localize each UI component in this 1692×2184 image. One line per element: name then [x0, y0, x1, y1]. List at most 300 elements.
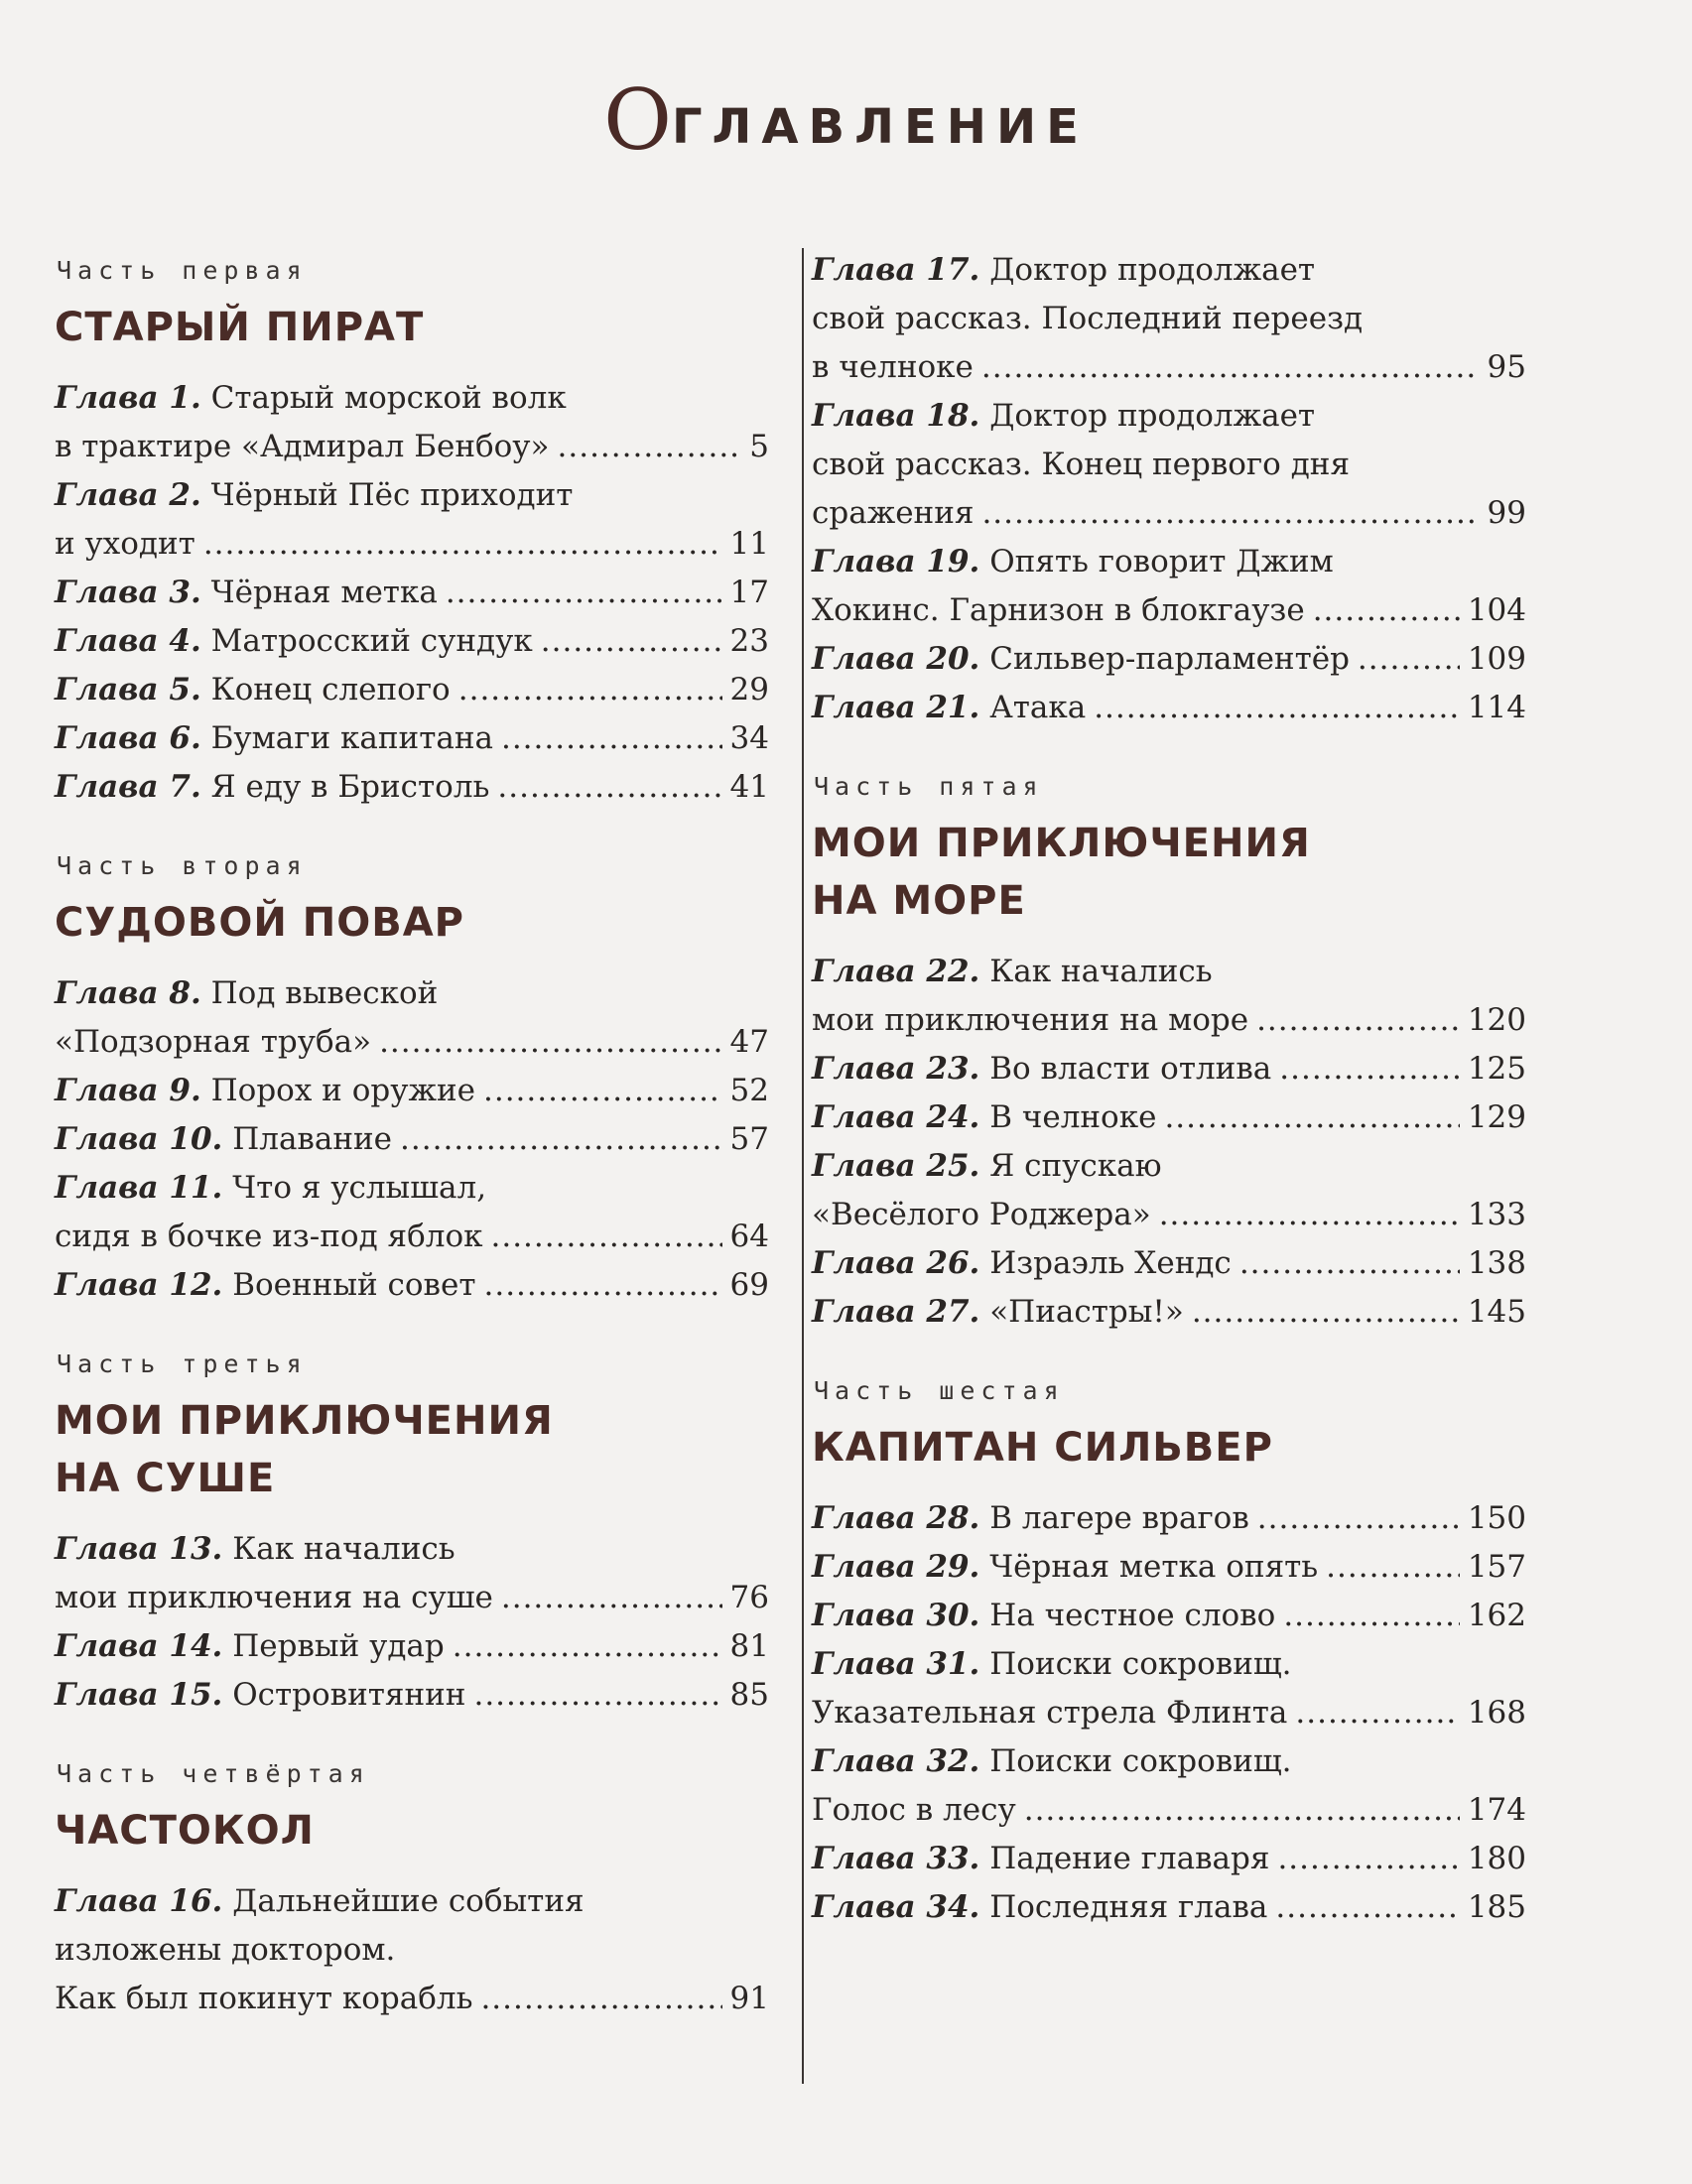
chapter-title-text: изложены доктором.: [55, 1932, 396, 1968]
chapter-title-text: сидя в бочке из-под яблок: [55, 1219, 483, 1254]
chapter-number: Глава 25.: [812, 1148, 980, 1184]
part-title: [55, 1802, 769, 1860]
dot-leader: [1358, 635, 1460, 684]
entry-text: [812, 635, 1350, 684]
toc-entry-line: [55, 763, 769, 812]
dot-leader: [491, 1213, 722, 1261]
chapter-number: Глава 15.: [55, 1677, 223, 1713]
toc-entry[interactable]: [812, 1142, 1526, 1239]
chapter-title-text: На честное слово: [989, 1598, 1276, 1633]
chapter-number: Глава 34.: [812, 1889, 980, 1925]
page-number: 81: [729, 1628, 769, 1664]
toc-entry-line: [55, 1926, 769, 1975]
chapter-number: Глава 33.: [812, 1841, 980, 1876]
part-label: Часть третья: [57, 1349, 308, 1378]
dot-leader: [1277, 1835, 1459, 1883]
toc-entry-line: [812, 1737, 1526, 1786]
dot-leader: [541, 617, 722, 666]
toc-entry[interactable]: [55, 1525, 769, 1622]
dot-leader: [453, 1622, 722, 1671]
toc-entry-line: [812, 1093, 1526, 1142]
part-title: [55, 299, 769, 356]
entry-text: [55, 569, 438, 617]
chapter-title-text: Доктор продолжает: [989, 398, 1316, 434]
chapter-number: Глава 4.: [55, 623, 201, 659]
chapter-number: Глава 26.: [812, 1245, 980, 1281]
dot-leader: [1159, 1191, 1460, 1239]
page-number: 91: [729, 1981, 769, 2016]
entry-text: [55, 714, 493, 763]
chapter-number: Глава 24.: [812, 1099, 980, 1135]
dot-leader: [497, 763, 721, 812]
toc-part: [812, 772, 1526, 1337]
dot-leader: [446, 569, 722, 617]
chapter-title-text: В лагере врагов: [989, 1500, 1249, 1536]
entry-text: [812, 1786, 1016, 1835]
page-number: 180: [1467, 1841, 1526, 1876]
chapter-title-text: Доктор продолжает: [989, 252, 1316, 288]
entry-text: [55, 477, 573, 513]
toc-entry[interactable]: [55, 1671, 769, 1720]
dot-leader: [1279, 1045, 1460, 1093]
part-title: [812, 815, 1526, 930]
toc-entry[interactable]: [55, 1622, 769, 1671]
entry-text: [812, 1093, 1156, 1142]
entry-text: [812, 1494, 1249, 1543]
page-number: 150: [1467, 1500, 1526, 1536]
toc-entry[interactable]: [55, 1261, 769, 1310]
toc-entry[interactable]: [55, 1067, 769, 1115]
dot-leader: [558, 423, 742, 471]
entry-text: [55, 666, 451, 714]
chapter-number: Глава 28.: [812, 1500, 980, 1536]
chapter-title-text: Чёрная метка опять: [989, 1549, 1319, 1585]
entry-text: [812, 252, 1315, 288]
title-initial: О: [603, 71, 672, 169]
chapter-title-text: Конец слепого: [210, 672, 451, 707]
chapter-title-text: Сильвер-парламентёр: [989, 641, 1350, 677]
chapter-title-text: мои приключения на суше: [55, 1580, 493, 1615]
entry-text: [812, 1239, 1232, 1288]
entry-text: [55, 1574, 493, 1622]
page-number: 162: [1467, 1598, 1526, 1633]
toc-entry[interactable]: [812, 1093, 1526, 1142]
entry-text: [812, 1883, 1267, 1932]
page-number: 17: [729, 575, 769, 610]
toc-entry-line: [812, 538, 1526, 586]
page-number: 138: [1467, 1245, 1526, 1281]
dot-leader: [1257, 1494, 1460, 1543]
chapter-number: Глава 31.: [812, 1646, 980, 1682]
toc-entry[interactable]: [812, 538, 1526, 635]
chapter-title-text: в трактире «Адмирал Бенбоу»: [55, 429, 550, 464]
part-title-line: НА МОРЕ: [812, 878, 1026, 924]
chapter-title-text: Поиски сокровищ.: [989, 1646, 1292, 1682]
toc-part: [55, 851, 769, 1310]
chapter-title-text: Что я услышал,: [232, 1170, 487, 1206]
toc-entry-line: [55, 1622, 769, 1671]
entry-text: [812, 684, 1086, 732]
entry-text: [55, 1115, 392, 1164]
dot-leader: [483, 1067, 722, 1115]
toc-entry-line: [55, 471, 769, 520]
chapter-number: Глава 32.: [812, 1743, 980, 1779]
toc-entry[interactable]: [812, 392, 1526, 538]
entry-text: [55, 520, 195, 569]
page-number: 41: [729, 769, 769, 805]
page-number: 157: [1467, 1549, 1526, 1585]
entry-text: [55, 1170, 486, 1206]
toc-entry[interactable]: [55, 763, 769, 812]
toc-entry-line: [55, 1164, 769, 1213]
toc-entry-line: [812, 1786, 1526, 1835]
page-number: 99: [1487, 495, 1526, 531]
chapter-number: Глава 6.: [55, 720, 201, 756]
dot-leader: [1256, 996, 1460, 1045]
entry-text: [812, 398, 1315, 434]
chapter-title-text: и уходит: [55, 526, 195, 562]
part-title-line: КАПИТАН СИЛЬВЕР: [812, 1425, 1273, 1471]
toc-entry[interactable]: [812, 1640, 1526, 1737]
chapter-title-text: Падение главаря: [989, 1841, 1270, 1876]
page-number: 29: [729, 672, 769, 707]
chapter-title-text: Плавание: [232, 1121, 393, 1157]
toc-entry-line: [812, 1543, 1526, 1592]
chapter-title-text: Бумаги капитана: [210, 720, 493, 756]
toc-part: [55, 1759, 769, 2023]
toc-entry[interactable]: [812, 1494, 1526, 1543]
entry-text: [812, 1592, 1275, 1640]
chapter-title-text: Островитянин: [232, 1677, 466, 1713]
entry-text: [812, 1689, 1287, 1737]
entry-text: [812, 586, 1305, 635]
dot-leader: [1313, 586, 1460, 635]
entry-text: [812, 1835, 1269, 1883]
entry-text: [55, 1531, 456, 1567]
page-number: 145: [1467, 1294, 1526, 1330]
part-label: Часть шестая: [814, 1376, 1065, 1405]
toc-entry-line: [55, 714, 769, 763]
chapter-title-text: Последняя глава: [989, 1889, 1268, 1925]
page-number: 34: [729, 720, 769, 756]
toc-entry[interactable]: [812, 246, 1526, 392]
toc-part: [55, 1349, 769, 1720]
toc-entry[interactable]: [812, 1835, 1526, 1883]
toc-entry-line: [55, 569, 769, 617]
chapter-title-text: свой рассказ. Последний переезд: [812, 301, 1364, 336]
toc-entry-line: [55, 617, 769, 666]
toc-entry[interactable]: [812, 948, 1526, 1045]
toc-entry-line: [812, 635, 1526, 684]
toc-entry-line: [812, 1288, 1526, 1337]
toc-entry[interactable]: [812, 1592, 1526, 1640]
chapter-number: Глава 19.: [812, 544, 980, 579]
toc-entry[interactable]: [55, 969, 769, 1067]
chapter-title-text: Израэль Хендс: [989, 1245, 1232, 1281]
toc-column-right: [812, 246, 1526, 1972]
title-rest: ГЛАВЛЕНИЕ: [671, 99, 1089, 155]
entry-text: [812, 447, 1350, 482]
part-title: [55, 1392, 769, 1507]
chapter-title-text: Как был покинут корабль: [55, 1981, 473, 2016]
toc-entry[interactable]: [812, 1288, 1526, 1337]
chapter-number: Глава 18.: [812, 398, 980, 434]
chapter-title-text: Как начались: [989, 954, 1213, 989]
part-title-line: МОИ ПРИКЛЮЧЕНИЯ: [812, 821, 1311, 866]
toc-entry-line: [812, 1239, 1526, 1288]
toc-entry-line: [55, 1067, 769, 1115]
chapter-title-text: Указательная стрела Флинта: [812, 1695, 1288, 1731]
toc-entry-line: [812, 489, 1526, 538]
dot-leader: [1275, 1883, 1459, 1932]
page-number: 23: [729, 623, 769, 659]
toc-entry-line: [55, 423, 769, 471]
toc-entry[interactable]: [55, 1164, 769, 1261]
toc-entry-line: [812, 684, 1526, 732]
part-label: Часть первая: [57, 256, 308, 285]
dot-leader: [1326, 1543, 1460, 1592]
chapter-title-text: Голос в лесу: [812, 1792, 1016, 1828]
toc-entry[interactable]: [812, 1737, 1526, 1835]
chapter-title-text: «Подзорная труба»: [55, 1024, 372, 1060]
page-number: 114: [1467, 690, 1526, 725]
entry-text: [55, 1067, 475, 1115]
toc-entry-line: [812, 1191, 1526, 1239]
part-title-line: МОИ ПРИКЛЮЧЕНИЯ: [55, 1398, 554, 1444]
page-number: 47: [729, 1024, 769, 1060]
toc-entry-line: [55, 969, 769, 1018]
chapter-title-text: Хокинс. Гарнизон в блокгаузе: [812, 592, 1305, 628]
entry-text: [55, 763, 489, 812]
page-number: 95: [1487, 349, 1526, 385]
entry-text: [55, 1932, 395, 1968]
toc-entry-line: [812, 996, 1526, 1045]
dot-leader: [203, 520, 722, 569]
toc-entry[interactable]: [812, 1543, 1526, 1592]
chapter-number: Глава 9.: [55, 1073, 201, 1108]
toc-entry[interactable]: [812, 1239, 1526, 1288]
entry-text: [55, 1018, 371, 1067]
toc-entry[interactable]: [812, 1883, 1526, 1932]
toc-entry[interactable]: [812, 635, 1526, 684]
toc-entry-line: [55, 1261, 769, 1310]
chapter-title-text: Дальнейшие события: [232, 1883, 585, 1919]
entry-text: [55, 1883, 585, 1919]
column-divider: [802, 248, 804, 2084]
chapter-title-text: Как начались: [232, 1531, 456, 1567]
chapter-title-text: Я еду в Бристоль: [210, 769, 490, 805]
dot-leader: [379, 1018, 721, 1067]
dot-leader: [473, 1671, 721, 1720]
part-label: Часть вторая: [57, 851, 308, 880]
chapter-number: Глава 11.: [55, 1170, 223, 1206]
part-title-line: СУДОВОЙ ПОВАР: [55, 900, 464, 946]
chapter-number: Глава 10.: [55, 1121, 223, 1157]
entry-text: [812, 1646, 1292, 1682]
chapter-title-text: сражения: [812, 495, 975, 531]
chapter-title-text: «Пиастры!»: [989, 1294, 1184, 1330]
toc-entry[interactable]: [55, 1115, 769, 1164]
part-title: [812, 1419, 1526, 1477]
page-number: 125: [1467, 1051, 1526, 1087]
entry-text: [55, 1213, 483, 1261]
entry-text: [812, 1148, 1162, 1184]
chapter-number: Глава 5.: [55, 672, 201, 707]
entry-text: [55, 1261, 476, 1310]
entry-text: [812, 1191, 1151, 1239]
page-number: 133: [1467, 1197, 1526, 1232]
part-title: [55, 894, 769, 952]
page-number: 109: [1467, 641, 1526, 677]
toc-entry[interactable]: [812, 684, 1526, 732]
chapter-title-text: мои приключения на море: [812, 1002, 1249, 1038]
chapter-number: Глава 8.: [55, 975, 201, 1011]
dot-leader: [1164, 1093, 1459, 1142]
entry-text: [812, 544, 1334, 579]
dot-leader: [458, 666, 722, 714]
page-number: 57: [729, 1121, 769, 1157]
entry-text: [812, 343, 974, 392]
part-label: Часть пятая: [814, 772, 1044, 801]
dot-leader: [484, 1261, 722, 1310]
chapter-number: Глава 1.: [55, 380, 201, 416]
chapter-title-text: Я спускаю: [989, 1148, 1162, 1184]
chapter-number: Глава 22.: [812, 954, 980, 989]
entry-text: [812, 1288, 1184, 1337]
dot-leader: [1283, 1592, 1460, 1640]
dot-leader: [501, 1574, 722, 1622]
chapter-number: Глава 17.: [812, 252, 980, 288]
page-number: 85: [729, 1677, 769, 1713]
page-number: 104: [1467, 592, 1526, 628]
toc-entry-line: [55, 666, 769, 714]
chapter-number: Глава 3.: [55, 575, 201, 610]
page-number: 76: [729, 1580, 769, 1615]
toc-entry-line: [812, 1592, 1526, 1640]
toc-entry[interactable]: [55, 714, 769, 763]
toc-entry-line: [812, 1045, 1526, 1093]
chapter-number: Глава 23.: [812, 1051, 980, 1087]
chapter-title-text: Матросский сундук: [210, 623, 533, 659]
dot-leader: [981, 489, 1479, 538]
chapter-title-text: свой рассказ. Конец первого дня: [812, 447, 1351, 482]
toc-entry-line: [812, 295, 1526, 343]
toc-entry[interactable]: [55, 617, 769, 666]
chapter-title-text: Военный совет: [232, 1267, 476, 1303]
chapter-number: Глава 30.: [812, 1598, 980, 1633]
chapter-title-text: Поиски сокровищ.: [989, 1743, 1292, 1779]
dot-leader: [1239, 1239, 1460, 1288]
toc-part: [812, 246, 1526, 732]
toc-entry[interactable]: [55, 666, 769, 714]
toc-entry[interactable]: [55, 374, 769, 471]
toc-entry-line: [55, 1213, 769, 1261]
toc-entry-line: [812, 392, 1526, 441]
dot-leader: [981, 343, 1480, 392]
chapter-number: Глава 20.: [812, 641, 980, 677]
toc-column-left: [55, 256, 769, 2063]
chapter-title-text: В челноке: [989, 1099, 1157, 1135]
chapter-title-text: в челноке: [812, 349, 974, 385]
chapter-title-text: Старый морской волк: [210, 380, 567, 416]
toc-entry-line: [55, 520, 769, 569]
dot-leader: [501, 714, 722, 763]
toc-entry[interactable]: [55, 1877, 769, 2023]
entry-text: [55, 975, 438, 1011]
toc-entry-line: [812, 441, 1526, 489]
toc-entry-line: [55, 1975, 769, 2023]
toc-entry-line: [812, 586, 1526, 635]
toc-entry-line: [55, 1525, 769, 1574]
entry-text: [812, 489, 974, 538]
page-number: 64: [729, 1219, 769, 1254]
toc-part: [55, 256, 769, 812]
toc-entry-line: [812, 1883, 1526, 1932]
page-number: 129: [1467, 1099, 1526, 1135]
page-number: 5: [749, 429, 769, 464]
toc-part: [812, 1376, 1526, 1932]
chapter-title-text: Первый удар: [232, 1628, 445, 1664]
entry-text: [55, 1622, 445, 1671]
chapter-title-text: Опять говорит Джим: [989, 544, 1334, 579]
part-title-line: ЧАСТОКОЛ: [55, 1808, 315, 1854]
entry-text: [812, 954, 1213, 989]
toc-entry-line: [55, 374, 769, 423]
entry-text: [812, 301, 1363, 336]
chapter-title-text: Чёрный Пёс приходит: [210, 477, 574, 513]
chapter-number: Глава 12.: [55, 1267, 223, 1303]
dot-leader: [1192, 1288, 1460, 1337]
page-number: 185: [1467, 1889, 1526, 1925]
toc-entry-line: [812, 246, 1526, 295]
toc-entry-line: [55, 1115, 769, 1164]
toc-entry-line: [55, 1877, 769, 1926]
page-number: 120: [1467, 1002, 1526, 1038]
page-number: 174: [1467, 1792, 1526, 1828]
toc-entry[interactable]: [55, 471, 769, 569]
toc-entry-line: [55, 1018, 769, 1067]
chapter-number: Глава 27.: [812, 1294, 980, 1330]
toc-entry[interactable]: [55, 569, 769, 617]
dot-leader: [480, 1975, 721, 2023]
entry-text: [55, 423, 550, 471]
toc-entry-line: [55, 1574, 769, 1622]
chapter-title-text: Порох и оружие: [210, 1073, 475, 1108]
chapter-number: Глава 2.: [55, 477, 201, 513]
chapter-number: Глава 7.: [55, 769, 201, 805]
chapter-number: Глава 21.: [812, 690, 980, 725]
part-label: Часть четвёртая: [57, 1759, 370, 1788]
entry-text: [55, 1975, 472, 2023]
part-title-line: СТАРЫЙ ПИРАТ: [55, 305, 425, 350]
dot-leader: [1295, 1689, 1459, 1737]
page-number: 168: [1467, 1695, 1526, 1731]
entry-text: [55, 380, 567, 416]
page-number: 11: [729, 526, 769, 562]
page-number: 69: [729, 1267, 769, 1303]
entry-text: [812, 1045, 1271, 1093]
toc-entry[interactable]: [812, 1045, 1526, 1093]
dot-leader: [1094, 684, 1460, 732]
entry-text: [812, 996, 1248, 1045]
toc-entry-line: [812, 1835, 1526, 1883]
page-number: 52: [729, 1073, 769, 1108]
part-title-line: НА СУШЕ: [55, 1456, 276, 1501]
chapter-number: Глава 13.: [55, 1531, 223, 1567]
entry-text: [812, 1743, 1292, 1779]
page-title: [0, 71, 1692, 169]
chapter-number: Глава 14.: [55, 1628, 223, 1664]
